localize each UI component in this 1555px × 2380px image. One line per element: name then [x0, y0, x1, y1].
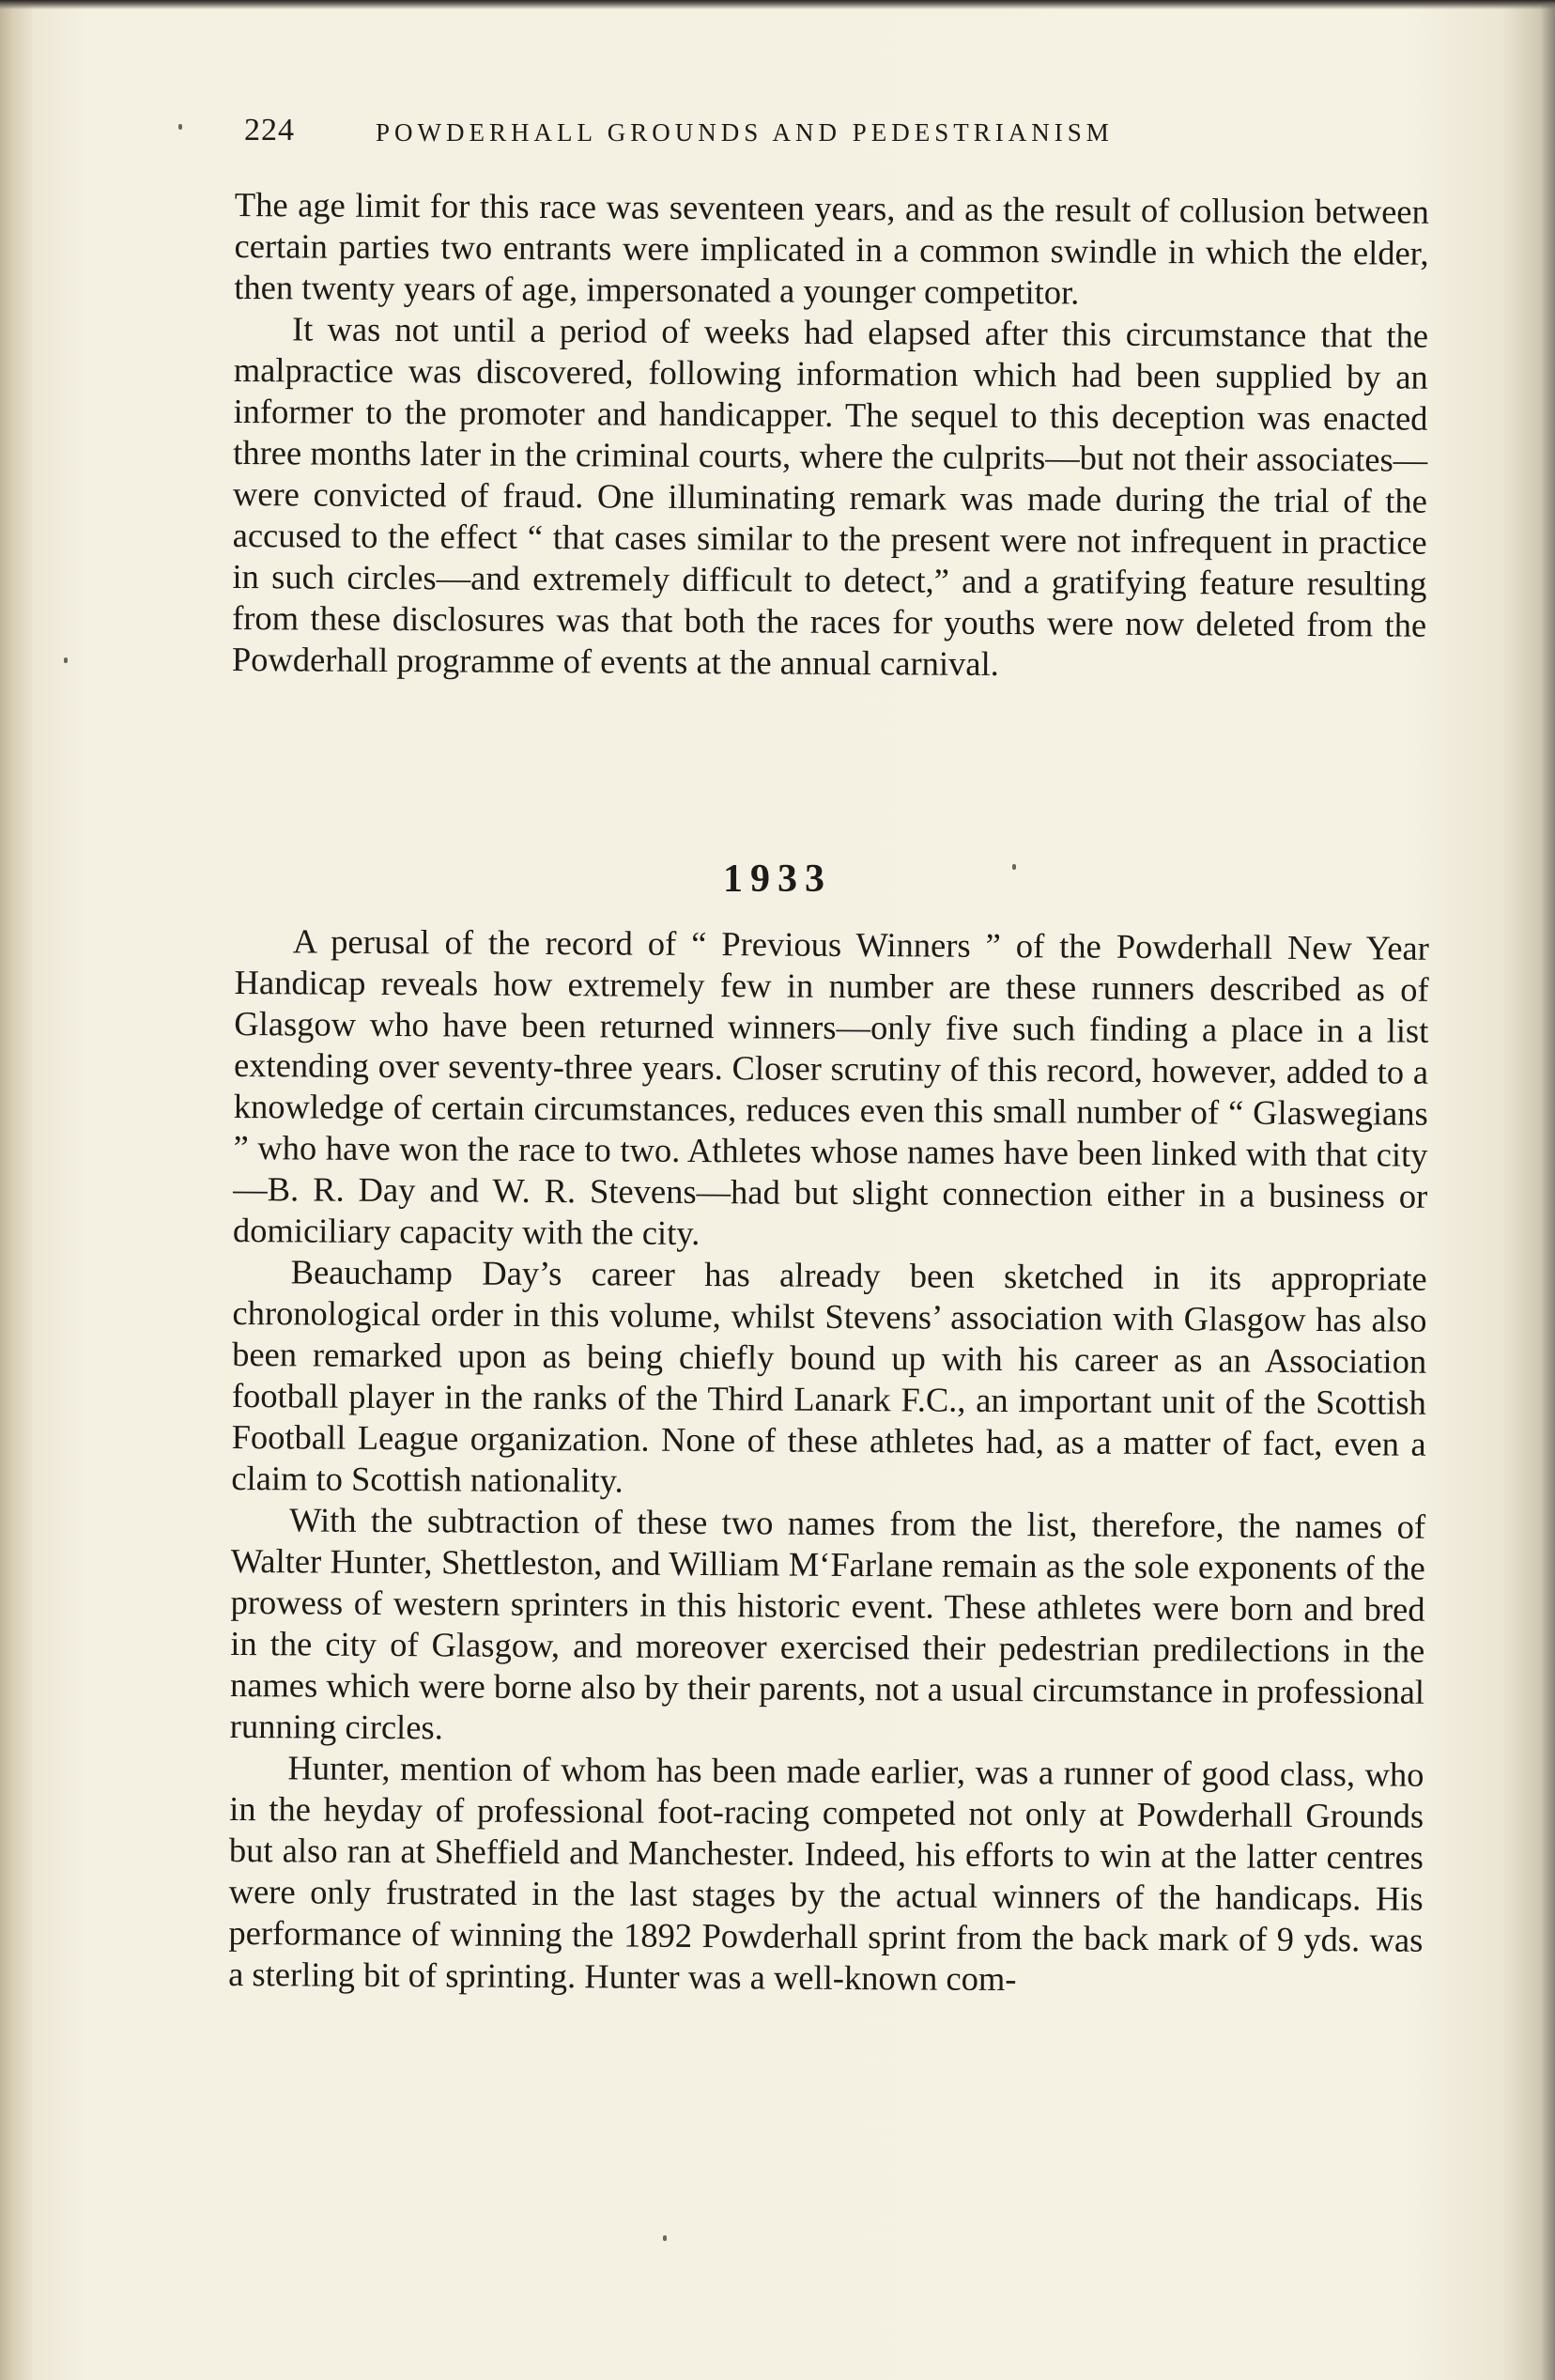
paragraph: Hunter, mention of whom has been made earlier, was a runner of good class, who in the heyday of professional foot-racing competed not only at Powderhall Grounds but also ran at Sheffield and Manchester. Indeed, his efforts to win at the latter centres were only frustrated in the last stages by the actual winners of the handicaps. His performance of winning the 1892 Powderhall sprint from the back mark of 9 yds. was a sterling bit of sprinting. Hunter was a well-known com- — [228, 1748, 1424, 1999]
section-heading-year: 1933 — [723, 858, 832, 901]
running-title: POWDERHALL GROUNDS AND PEDESTRIANISM — [376, 118, 1114, 147]
book-spine-shadow — [0, 0, 32, 2380]
paragraph: A perusal of the record of “ Previous Winners ” of the Powderhall New Year Handicap reveals how extremely few in number are these runners described as of Glasgow who have been returned winners—only five such finding a place in a list extending over seventy-three years. Closer scrutiny of this record, however, added to a knowledge of certain circumstances, reduces even this small number of “ Glaswegians ” who have won the race to two. Athletes whose names have been linked with that city—B. R. Day and W. R. Stevens—had but slight connection either in a business or domiciliary capacity with the city. — [232, 921, 1429, 1253]
paper-speck — [178, 124, 182, 130]
paper-speck — [1012, 864, 1016, 870]
paragraph: The age limit for this race was seventeen years, and as the result of collusion between certain parties two entrants were implicated in a common swindle in which the elder, then twenty years of age, impersonated a younger competitor. — [234, 184, 1429, 312]
paragraph: It was not until a period of weeks had elapsed after this circumstance that the malpractice was discovered, following information which had been supplied by an informer to the promoter and handicapper. The sequel to this deception was enacted three months later in the criminal courts, where the culprits—but not their associates—were convicted of fraud. One illuminating remark was made during the trial of the accused to the effect “ that cases similar to the present were not infrequent in practice in such circles—and extremely difficult to detect,” and a gratifying feature resulting from these disclosures was that both the races for youths were now deleted from the Powderhall programme of events at the annual carnival. — [231, 309, 1429, 683]
paper-speck — [663, 2235, 667, 2241]
page-top-edge — [0, 0, 1555, 9]
paper-speck — [64, 657, 68, 663]
text-block-bottom — [228, 920, 1429, 2002]
text-block-top — [232, 184, 1429, 688]
paragraph: With the subtraction of these two names from the list, therefore, the names of Walter Hunter, Shettleston, and William M‘Farlane remain as the sole exponents of the prowess of western sprinters in this historic event. These athletes were born and bred in the city of Glasgow, and moreover exercised their pedestrian predilections in the names which were borne also by their parents, not a usual circumstance in professional running circles. — [229, 1500, 1426, 1747]
page-number: 224 — [244, 113, 295, 147]
page-header — [244, 113, 1427, 165]
paragraph: Beauchamp Day’s career has already been sketched in its appropriate chronological order in this volume, whilst Stevens’ association with Glasgow has also been remarked upon as being chiefly bound up with his career as an Association football player in the ranks of the Third Lanark F.C., an important unit of the Scottish Football League organization. None of these athletes had, as a matter of fact, even a claim to Scottish nationality. — [231, 1252, 1427, 1500]
